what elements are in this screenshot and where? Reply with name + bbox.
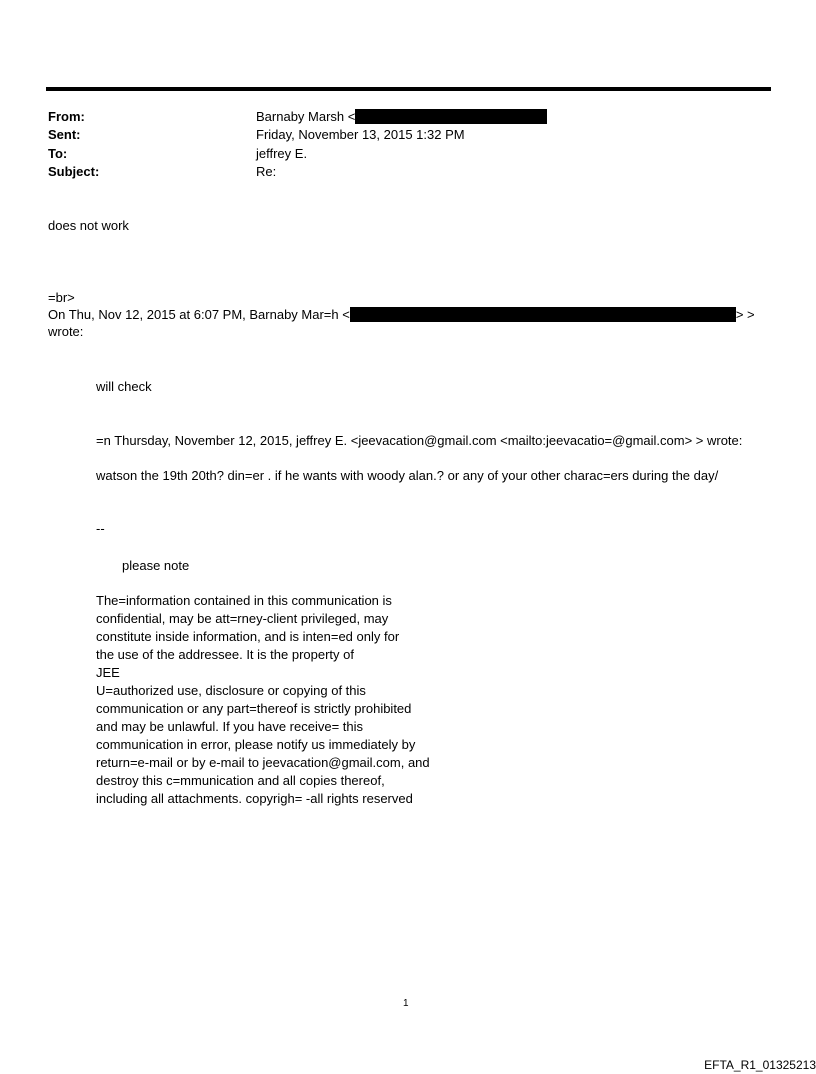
disclaimer-line: communication or any part=thereof is strictly prohibited <box>96 701 412 716</box>
disclaimer-line: JEE <box>96 665 120 680</box>
quote-attribution <box>48 306 755 324</box>
to-value: jeffrey E. <box>256 146 308 161</box>
disclaimer-line: the use of the addressee. It is the property of <box>96 647 354 662</box>
disclaimer-line: including all attachments. copyrigh= -all rights reserved <box>96 791 413 806</box>
disclaimer-line: communication in error, please notify us immediately by <box>96 737 416 752</box>
redaction-bar <box>350 307 736 322</box>
disclaimer-line: constitute inside information, and is inten=ed only for <box>96 629 400 644</box>
quote-attribution-start: On Thu, Nov 12, 2015 at 6:07 PM, Barnaby Mar=h < <box>48 307 350 322</box>
subject-value: Re: <box>256 164 277 179</box>
from-label: From: <box>48 109 85 124</box>
disclaimer-paragraph <box>96 592 476 808</box>
quote-wrote: wrote: <box>48 324 84 339</box>
disclaimer-line: destroy this c=mmunication and all copies thereof, <box>96 773 385 788</box>
redaction-bar <box>355 109 547 124</box>
disclaimer-line: The=information contained in this communication is <box>96 593 392 608</box>
document-id: EFTA_R1_01325213 <box>704 1058 816 1072</box>
header-divider <box>46 87 771 91</box>
to-label: To: <box>48 146 68 161</box>
disclaimer-line: and may be unlawful. If you have receive= this <box>96 719 364 734</box>
sent-label: Sent: <box>48 127 81 142</box>
from-value <box>256 108 547 126</box>
reply-text: does not work <box>48 218 129 233</box>
inner-message: watson the 19th 20th? din=er . if he wants with woody alan.? or any of your other charac=ers during the day/ <box>96 468 719 483</box>
subject-label: Subject: <box>48 164 100 179</box>
disclaimer-line: confidential, may be att=rney-client privileged, may <box>96 611 389 626</box>
sent-value: Friday, November 13, 2015 1:32 PM <box>256 127 465 142</box>
please-note-text: please note <box>122 558 190 573</box>
from-name: Barnaby Marsh < <box>256 109 356 124</box>
quote-attribution-end: > > <box>735 307 755 322</box>
disclaimer-line: return=e-mail or by e-mail to jeevacation@gmail.com, and <box>96 755 430 770</box>
br-artifact: =br> <box>48 290 75 305</box>
inner-quote-header: =n Thursday, November 12, 2015, jeffrey E. <jeevacation@gmail.com <mailto:jeevacatio=@gmail.com> > wrote: <box>96 433 743 448</box>
signature-dashes: -- <box>96 521 105 536</box>
will-check-text: will check <box>96 379 152 394</box>
page-number: 1 <box>403 998 409 1009</box>
disclaimer-line: U=authorized use, disclosure or copying of this <box>96 683 366 698</box>
